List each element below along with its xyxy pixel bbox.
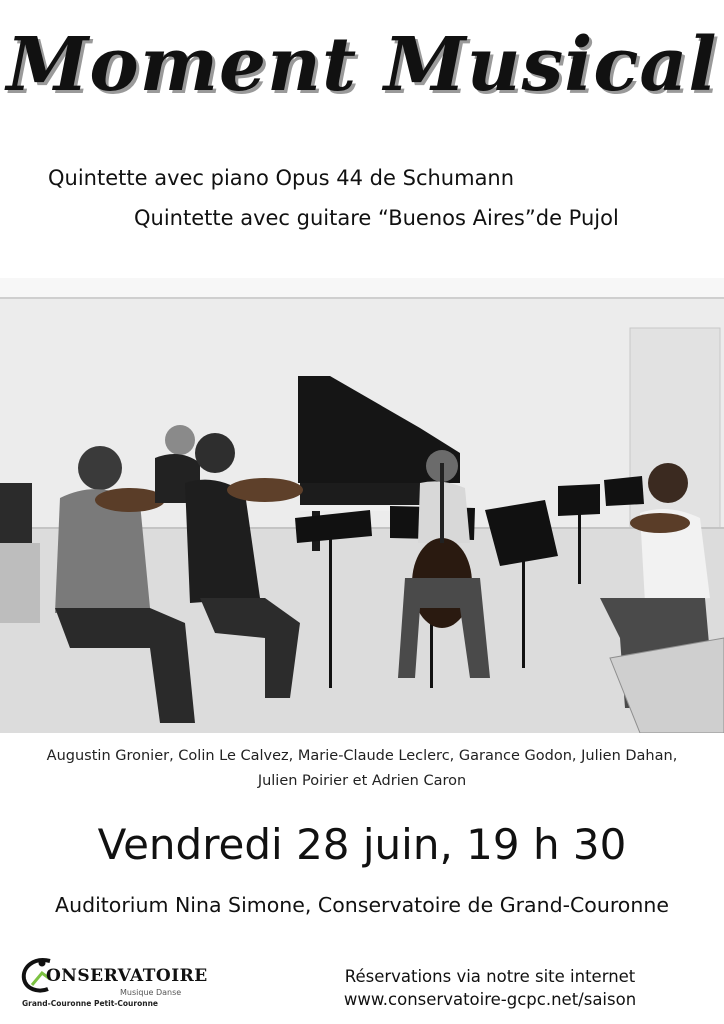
ensemble-photo <box>0 278 724 733</box>
performers-line-1: Augustin Gronier, Colin Le Calvez, Marie-Claude Leclerc, Garance Godon, Julien Dahan, <box>46 748 678 764</box>
reservations <box>270 965 710 1011</box>
event-venue: Auditorium Nina Simone, Conservatoire de Grand-Couronne <box>55 893 669 917</box>
program-piece-2: Quintette avec guitare “Buenos Aires”de Pujol <box>134 206 619 230</box>
program-piece-1: Quintette avec piano Opus 44 de Schumann <box>48 166 515 190</box>
event-date: Vendredi 28 juin, 19 h 30 <box>97 820 627 869</box>
performers-line-2: Julien Poirier et Adrien Caron <box>257 773 467 789</box>
logo-tagline: Musique Danse <box>120 988 182 997</box>
logo-towns: Grand-Couronne Petit-Couronne <box>22 999 159 1008</box>
reservations-text: Réservations via notre site internet <box>344 967 636 986</box>
ensemble-photo-illustration <box>0 278 724 733</box>
logo-wordmark: ONSERVATOIRE <box>46 966 208 986</box>
performers-list <box>0 744 724 794</box>
poster-title: Moment Musical <box>6 22 718 108</box>
conservatoire-logo <box>20 955 208 1015</box>
reservations-url[interactable]: www.conservatoire-gcpc.net/saison <box>343 990 637 1009</box>
